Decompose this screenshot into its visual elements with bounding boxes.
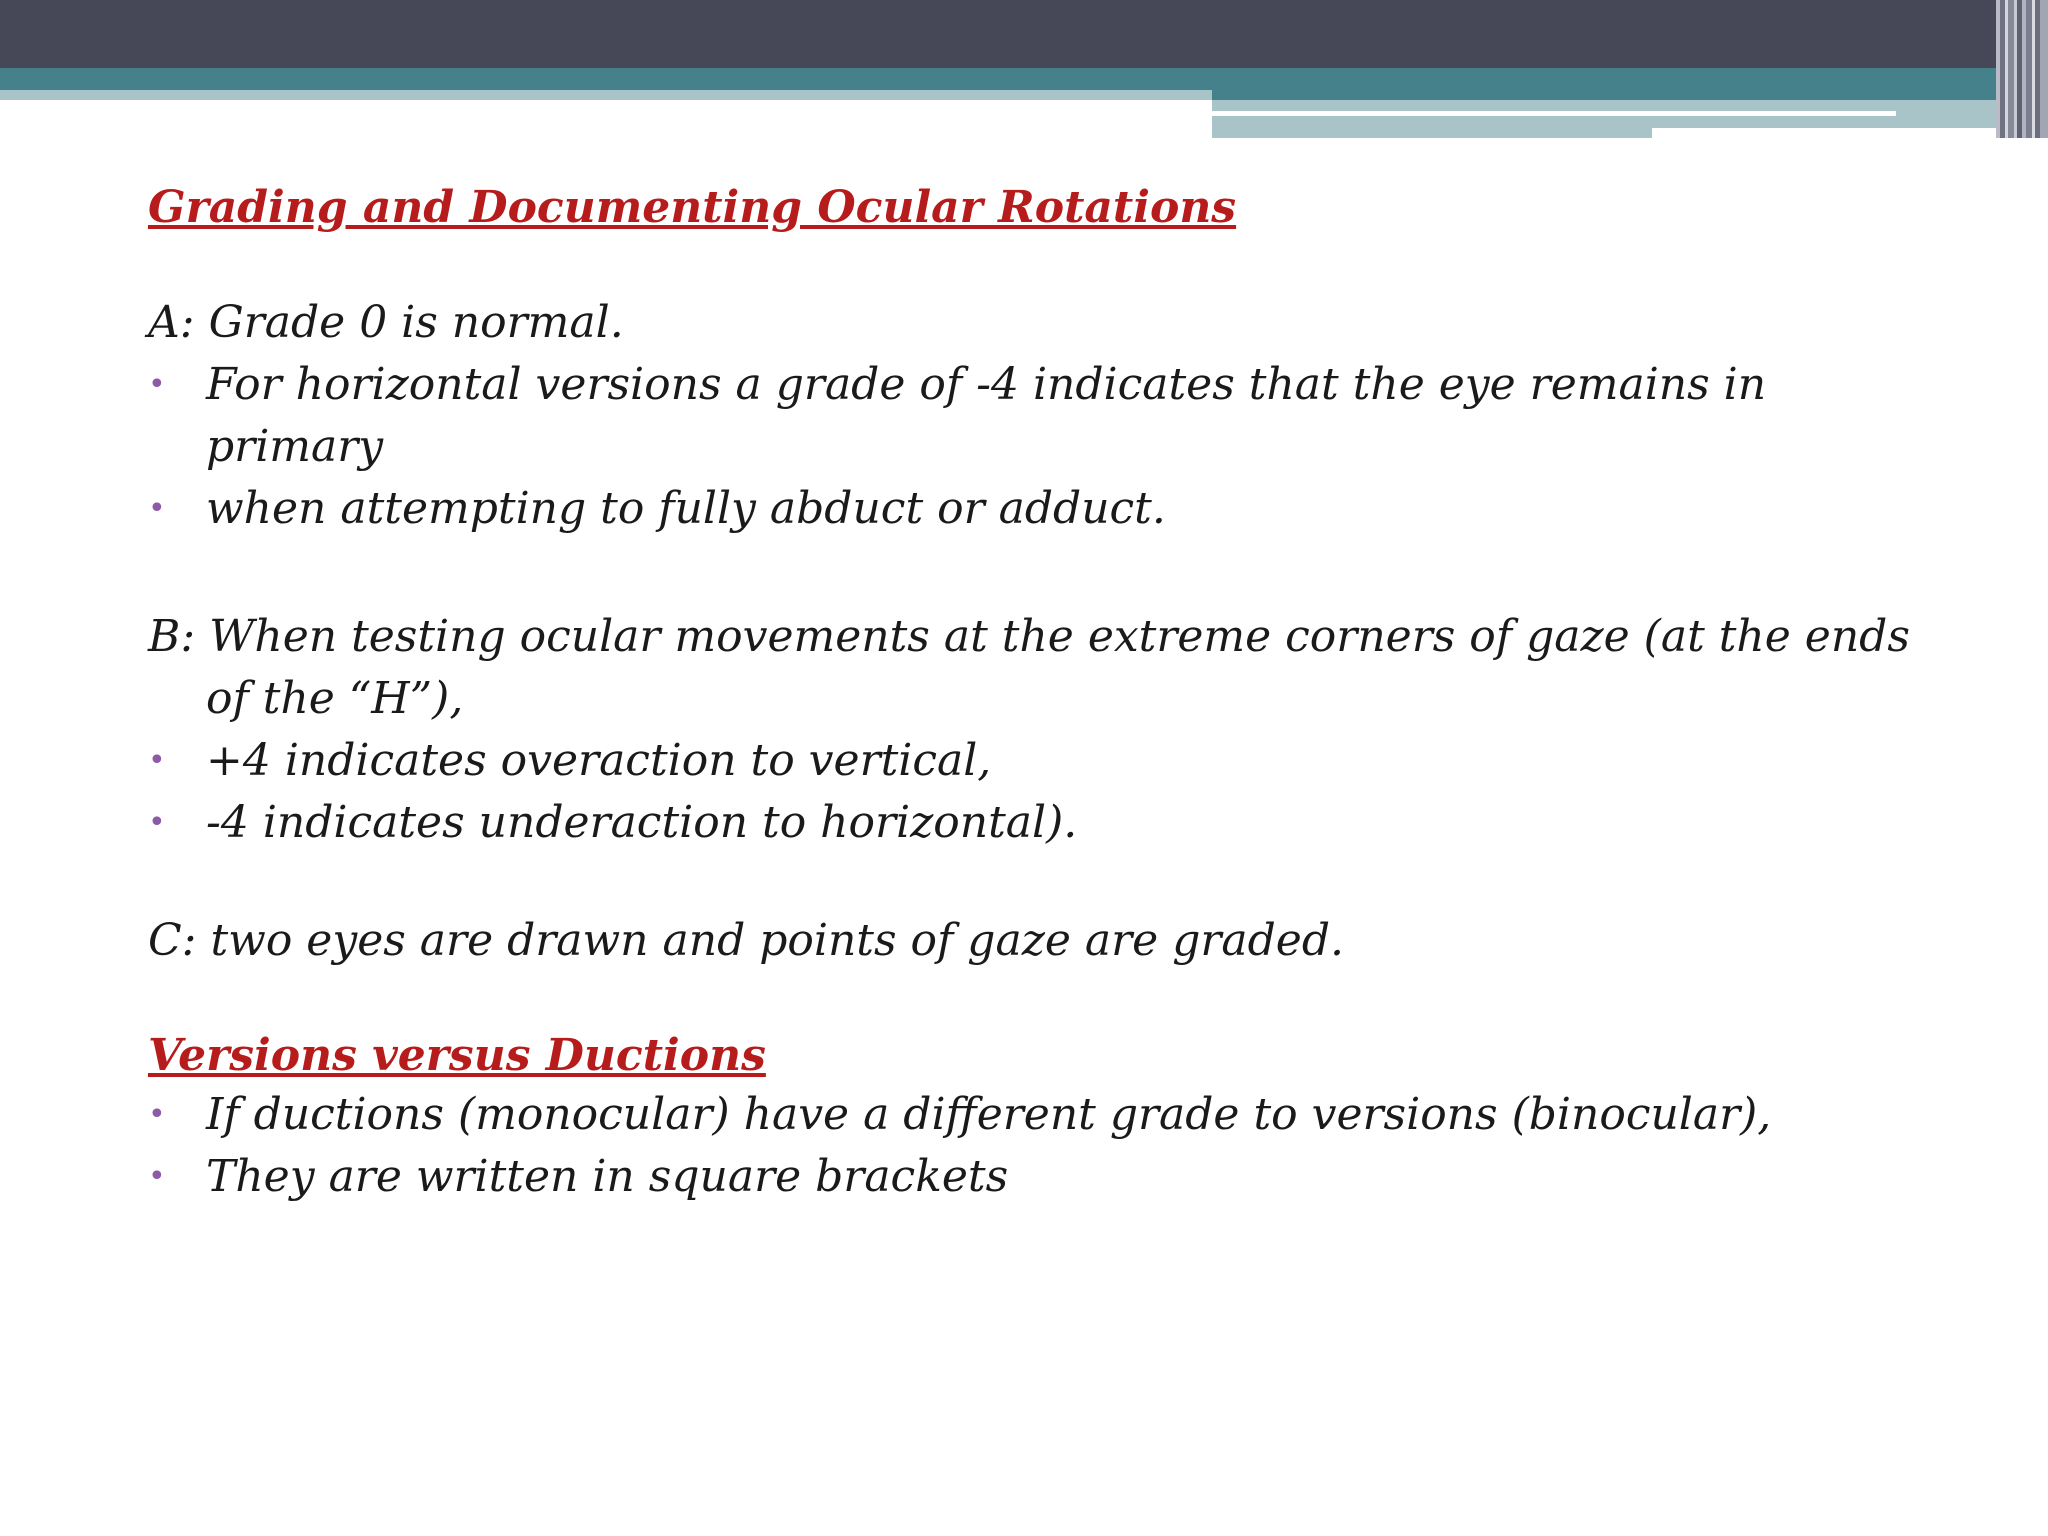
header-thin-line — [1212, 111, 1896, 116]
bullet-text: +4 indicates overaction to vertical, — [206, 735, 992, 786]
bullet-text: -4 indicates underaction to horizontal). — [206, 797, 1078, 848]
bullet-text: They are written in square brackets — [206, 1151, 1009, 1202]
list-item — [148, 1084, 1948, 1146]
header-band-light-left — [0, 90, 1212, 100]
list-item — [148, 1146, 1948, 1208]
list-item — [148, 354, 1948, 478]
subheading: Versions versus Ductions — [148, 1030, 766, 1081]
header-band-teal — [0, 68, 2048, 90]
bullet-icon: • — [148, 743, 166, 778]
section-a-bullets — [148, 354, 1948, 540]
slide-body — [148, 180, 1948, 1208]
section-b-bullets — [148, 730, 1948, 854]
bullet-text: If ductions (monocular) have a different grade to versions (binocular), — [206, 1089, 1772, 1140]
header-white-cut — [1652, 128, 2012, 138]
bullet-icon: • — [148, 1159, 166, 1194]
section-b-label: B: When testing ocular movements at the extreme corners of gaze (at the ends of the “H”), — [148, 611, 1910, 724]
section-c-label: C: two eyes are drawn and points of gaze are graded. — [148, 915, 1344, 966]
list-item — [148, 792, 1948, 854]
header-vertical-stripes — [1996, 0, 2048, 138]
section-d-bullets — [148, 1084, 1948, 1208]
bullet-icon: • — [148, 491, 166, 526]
bullet-text: when attempting to fully abduct or adduct. — [206, 483, 1166, 534]
bullet-icon: • — [148, 1097, 166, 1132]
list-item — [148, 730, 1948, 792]
header-band-dark — [0, 0, 2048, 68]
list-item — [148, 478, 1948, 540]
section-a-label: A: Grade 0 is normal. — [148, 297, 624, 348]
header-band-teal-right — [1212, 90, 2048, 100]
bullet-icon: • — [148, 367, 166, 402]
slide-title: Grading and Documenting Ocular Rotations — [148, 182, 1237, 233]
bullet-icon: • — [148, 805, 166, 840]
bullet-text: For horizontal versions a grade of -4 indicates that the eye remains in primary — [206, 359, 1767, 472]
